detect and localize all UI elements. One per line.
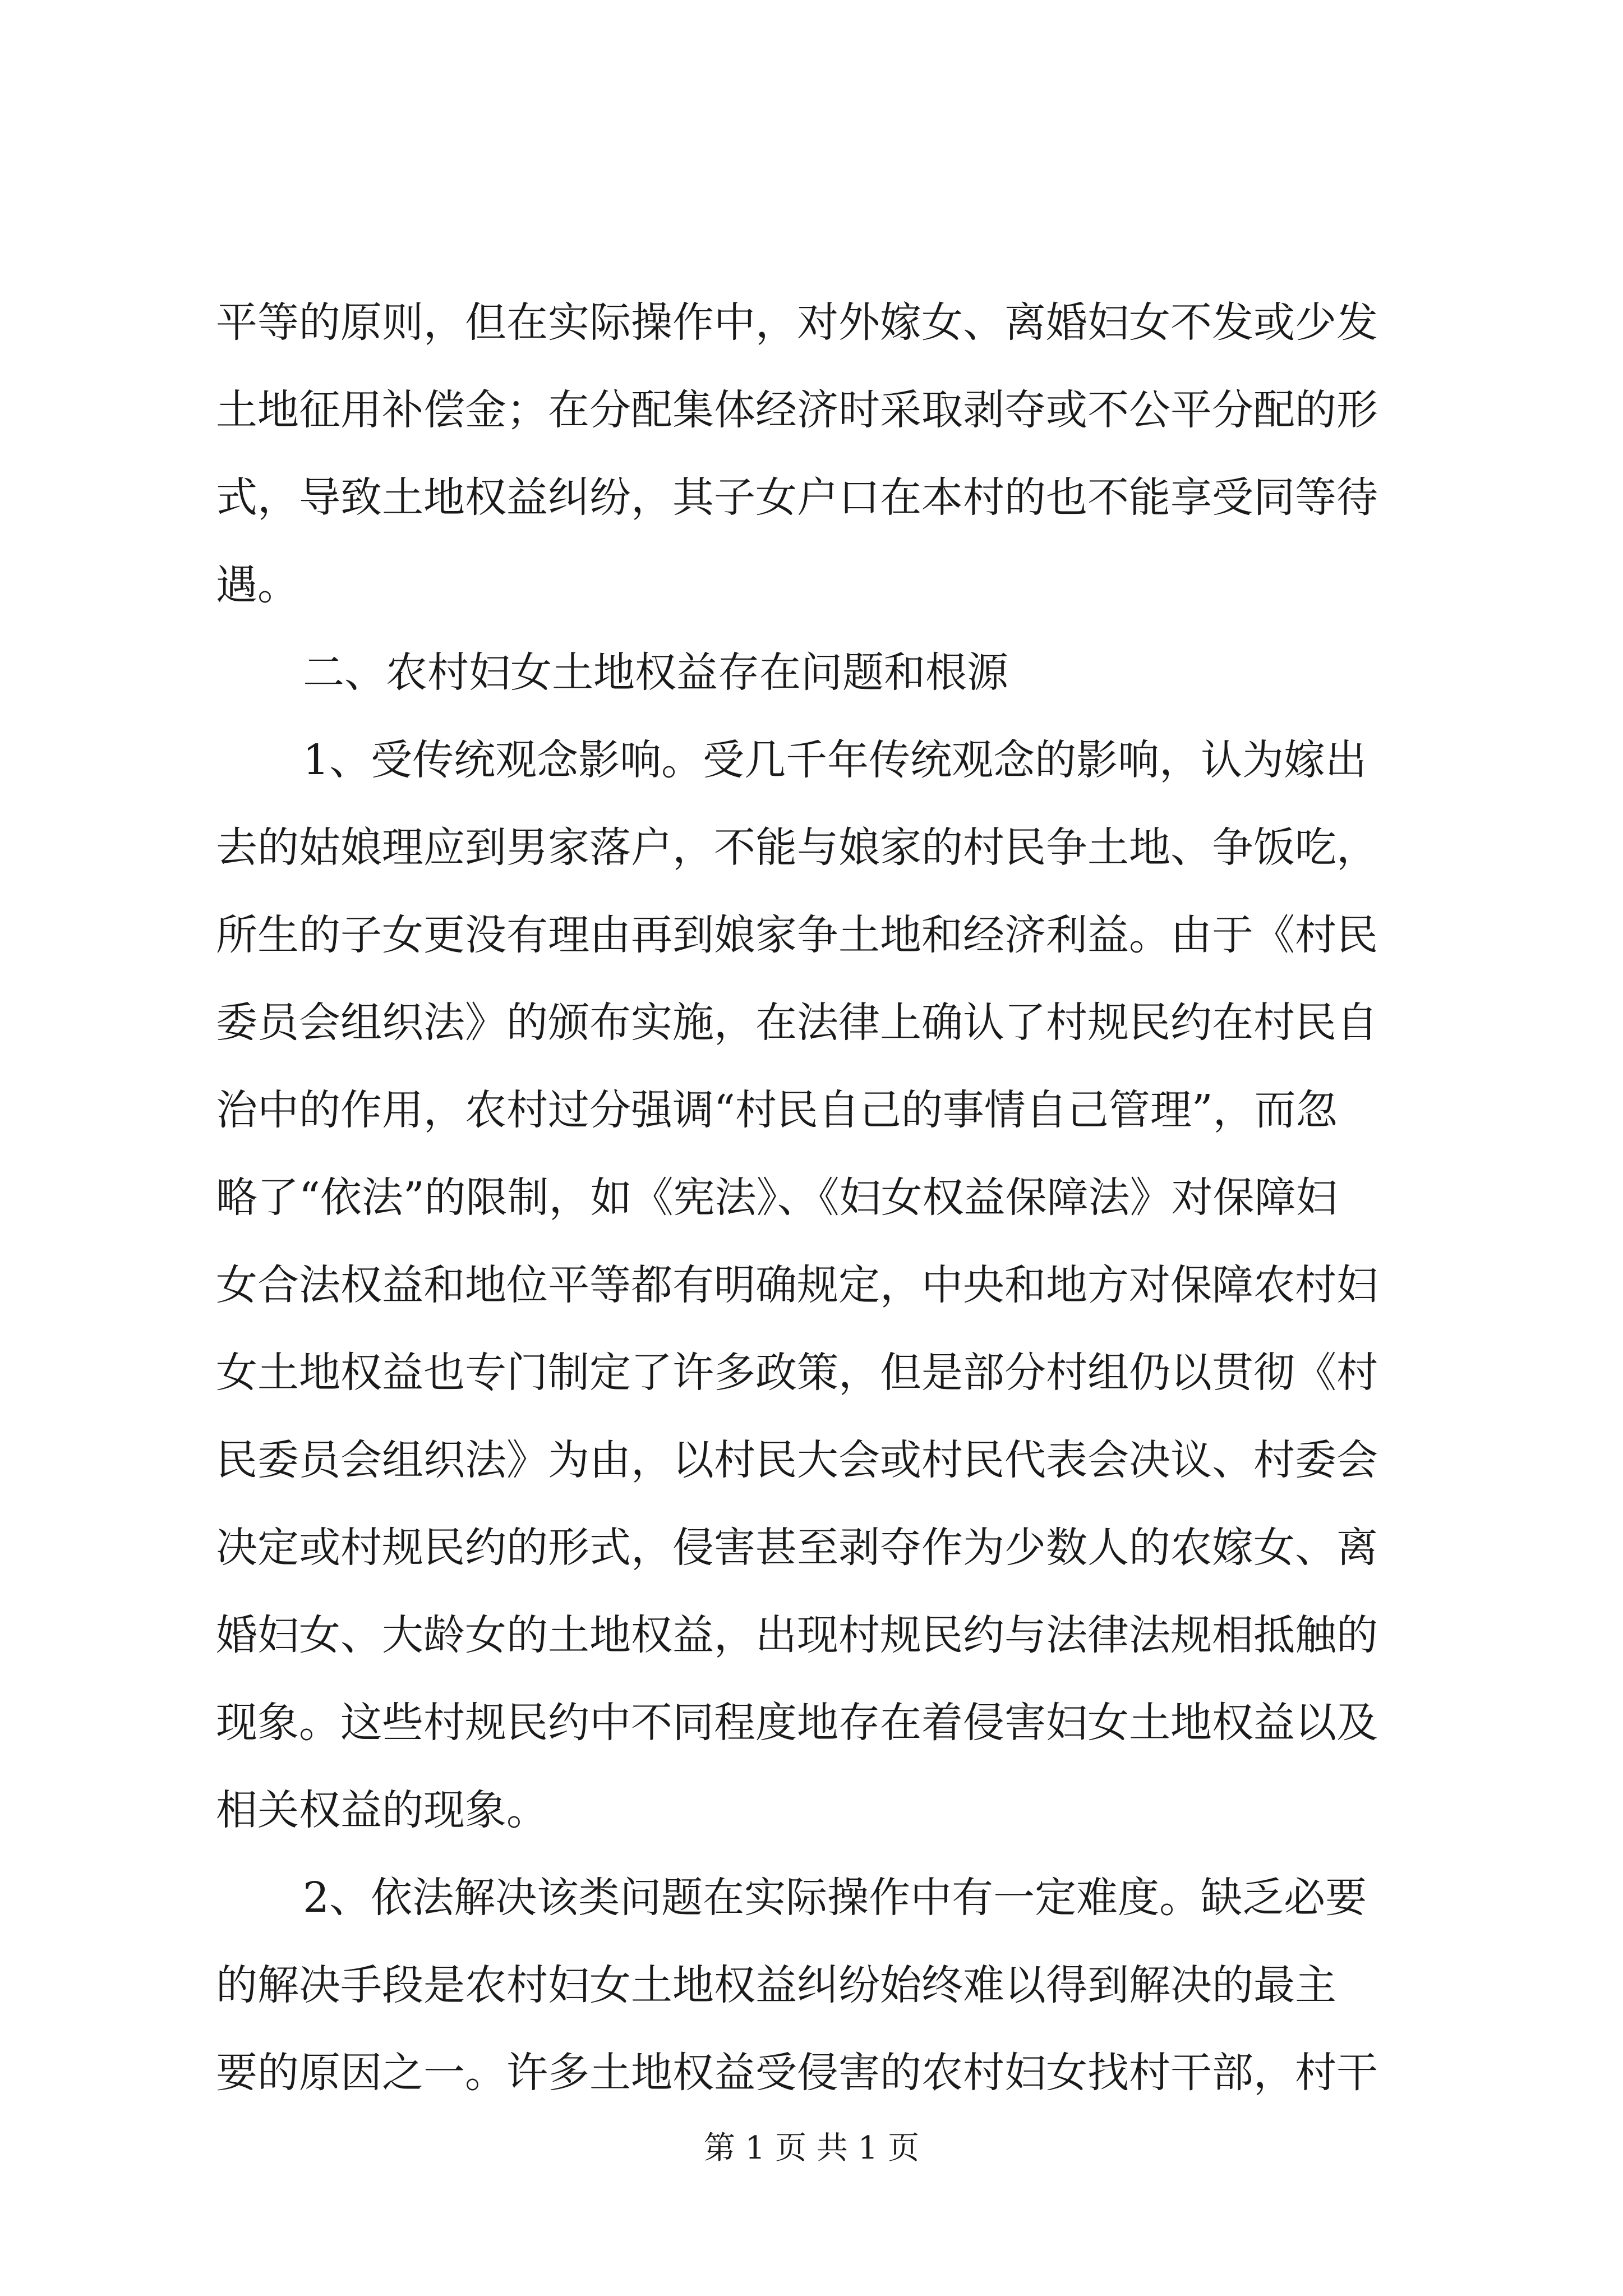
text-line: 民委员会组织法》为由，以村民大会或村民代表会决议、村委会 [216, 1436, 1378, 1484]
text-line: 相关权益的现象。 [216, 1786, 548, 1834]
text-line: 要的原因之一。许多土地权益受侵害的农村妇女找村干部，村干 [216, 2049, 1378, 2097]
text-line: 2、依法解决该类问题在实际操作中有一定难度。缺乏必要 [303, 1874, 1367, 1922]
page-footer: 第 1 页 共 1 页 [703, 2130, 920, 2166]
text-line: 决定或村规民约的形式，侵害甚至剥夺作为少数人的农嫁女、离 [216, 1524, 1378, 1572]
text-line: 式，导致土地权益纠纷，其子女户口在本村的也不能享受同等待 [216, 473, 1378, 522]
text-line: 女土地权益也专门制定了许多政策，但是部分村组仍以贯彻《村 [216, 1349, 1378, 1397]
text-line: 女合法权益和地位平等都有明确规定，中央和地方对保障农村妇 [216, 1261, 1378, 1309]
text-line: 略了“依法”的限制，如《宪法》、《妇女权益保障法》对保障妇 [216, 1174, 1338, 1222]
text-line: 治中的作用，农村过分强调“村民自己的事情自己管理”，而忽 [216, 1086, 1338, 1134]
text-line: 委员会组织法》的颁布实施，在法律上确认了村规民约在村民自 [216, 999, 1378, 1047]
text-line: 婚妇女、大龄女的土地权益，出现村规民约与法律法规相抵触的 [216, 1611, 1378, 1659]
text-line: 的解决手段是农村妇女土地权益纠纷始终难以得到解决的最主 [216, 1961, 1336, 2009]
text-line: 土地征用补偿金；在分配集体经济时采取剥夺或不公平分配的形 [216, 386, 1378, 434]
text-line: 去的姑娘理应到男家落户，不能与娘家的村民争土地、争饭吃， [216, 823, 1378, 872]
text-line: 遇。 [216, 561, 299, 609]
text-line: 1、受传统观念影响。受几千年传统观念的影响，认为嫁出 [303, 736, 1367, 784]
section-heading: 二、农村妇女土地权益存在问题和根源 [303, 648, 1008, 697]
text-line: 所生的子女更没有理由再到娘家争土地和经济利益。由于《村民 [216, 911, 1378, 959]
text-line: 现象。这些村规民约中不同程度地存在着侵害妇女土地权益以及 [216, 1699, 1378, 1747]
text-line: 平等的原则，但在实际操作中，对外嫁女、离婚妇女不发或少发 [216, 298, 1378, 347]
